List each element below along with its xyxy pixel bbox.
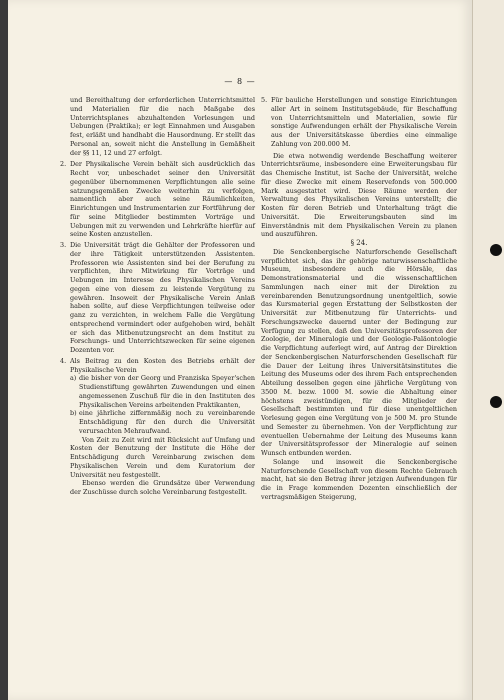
sub-item-text: eine jährliche ziffernmäßig noch zu vereinbarende Entschädigung für den durch die Universität verursachten Mehraufwand. <box>79 409 255 435</box>
section-heading: § 24. <box>350 239 368 247</box>
paragraph: Ebenso werden die Grundsätze über Verwendung der Zuschüsse durch solche Vereinbarung festgestellt. <box>70 479 255 496</box>
paragraph: Solange und insoweit die Senckenbergische Naturforschende Gesellschaft von diesem Rechte Gebrauch macht, hat sie den Betrag ihrer jetzigen Aufwendungen für die in Frage kommenden Dozenten einschließlich der vertragsmäßigen Steigerung, <box>261 457 457 501</box>
list-item-text: Für bauliche Herstellungen und sonstige Einrichtungen aller Art in seinem Institutsgebäude, für Beschaffung von Unterrichtsmitteln und Materialien, sowie für sonstige Aufwendungen erhält der Physikalische Verein aus der Universitätskasse überdies eine einmalige Zahlung von 200.000 M. <box>271 96 457 148</box>
page-number: — 8 — <box>224 77 256 86</box>
list-item-number: 4. <box>60 356 67 365</box>
punch-hole-icon <box>490 396 502 408</box>
punch-hole-icon <box>490 244 502 256</box>
list-item-text: Der Physikalische Verein behält sich ausdrücklich das Recht vor, unbeschadet seiner den Universität gegenüber übernommenen Verpflichtungen alle seine satzungsgemäßen Zwecke weiterhin zu verfolgen, namentlich aber auch seine Räumlichkeiten, Einrichtungen und Instrumentarien zur Fortführung der für seine Mitglieder bestimmten Vorträge und Uebungen mit zu verwenden und Lehrkräfte hierfür auf seine Kosten anzustellen. <box>70 160 255 239</box>
paragraph: Die Senckenbergische Naturforschende Gesellschaft verpflichtet sich, das ihr gehörige naturwissenschaftliche Museum, insbesondere auch die Hörsäle, das Demonstrationsmaterial und die wissenschaftlichen Sammlungen nach einer mit der Direktion zu vereinbarenden Benutzungsordnung unentgeltlich, sowie das Kursmaterial gegen Erstattung der Selbstkosten der Universität zur Mitbenutzung für Unterrichts- und Forschungszwecke dauernd unter der Bedingung zur Verfügung zu stellen, daß den Universitätsprofessoren der Zoologie, der Mineralogie und der Geologie-Paläontologie die Verpflichtung auferlegt wird, auf Antrag der Direktion der Senckenbergischen Naturforschenden Gesellschaft für die Dauer der Leitung ihres Universitätsinstitutes die Leitung des Museums oder des ihrem Fach entsprechenden Abteilung desselben gegen eine jährliche Vergütung von 3500 M. bezw. 1000 M. sowie die Abhaltung einer höchstens zweistündigen, für die Mitglieder der Gesellschaft bestimmten und für diese unentgeltlichen Vorlesung gegen eine Vergütung von je 500 M. pro Stunde und Semester zu übernehmen. Von der Verpflichtung zur eventuellen Uebernahme der Leitung des Museums kann der Universitätsprofessor der Mineralogie auf seinen Wunsch entbunden werden. <box>261 247 457 457</box>
sub-item-b <box>70 409 255 435</box>
paragraph: Die etwa notwendig werdende Beschaffung weiterer Unterrichtsräume, insbesondere eine Erweiterungsbau für das Chemische Institut, ist Sache der Universität, welche für diese Zwecke mit einem Reservefonds von 500.000 Mark ausgestattet wird. Diese Räume werden der Verwaltung des Physikalischen Vereins unterstellt; die Kosten für deren Betrieb und Unterhaltung trägt die Universität. Die Erweiterungsbauten sind im Einverständnis mit dem Physikalischen Verein zu planen und auszuführen. <box>261 151 457 239</box>
sub-item-text: die bisher von der Georg und Franziska Speyer'schen Studienstiftung gewährten Zuwendungen und einen angemessenen Zuschuß für die in den Instituten des Physikalischen Vereins arbeitenden Praktikanten, <box>79 374 255 409</box>
list-item-number: 3. <box>60 241 67 249</box>
right-column <box>261 96 457 502</box>
adjacent-page-edge <box>472 0 504 700</box>
paragraph: Von Zeit zu Zeit wird mit Rücksicht auf Umfang und Kosten der Benutzung der Institute die Höhe der Entschädigung durch Vereinbarung zwischen dem Physikalischen Verein und dem Kuratorium der Universität neu festgestellt. <box>70 435 255 479</box>
list-item-3 <box>60 241 255 355</box>
sub-item-label: b) <box>70 409 77 418</box>
list-item-4 <box>60 357 255 497</box>
list-item-5 <box>261 96 457 149</box>
document-page <box>8 0 472 700</box>
sub-item-label: a) <box>70 374 77 383</box>
list-item-text: Als Beitrag zu den Kosten des Betriebs erhält der Physikalische Verein <box>70 356 255 374</box>
list-item-number: 2. <box>60 160 67 169</box>
sub-item-a <box>70 374 255 409</box>
left-column <box>60 96 255 499</box>
left-intro-paragraph: und Bereithaltung der erforderlichen Unterrichtsmittel und Materialien für die nach Maßgabe des Unterrichtsplanes abzuhaltenden Vorlesungen und Uebungen (Praktika); er legt Einnahmen und Ausgaben fest, erläßt und handhabt die Hausordnung. Er stellt das Personal an, soweit nicht die Anstellung in Gemäßheit der §§ 11, 12 und 27 erfolgt. <box>70 96 255 157</box>
list-item-number: 5. <box>261 96 268 104</box>
list-item-2 <box>60 160 255 239</box>
list-item-text: Die Universität trägt die Gehälter der Professoren und der ihre Tätigkeit unterstützenden Assistenten. Professoren wie Assistenten sind bei der Berufung zu verpflichten, ihre Mitwirkung für Vorträge und Uebungen im Interesse des Physikalischen Vereins gegen eine von diesem zu leistende Vergütung zu gewähren. Insoweit der Physikalische Verein Anlaß haben sollte, auf diese Verpflichtungen teilweise oder ganz zu verzichten, in welchem Falle die Vergütung entsprechend vermindert oder aufgehoben wird, behält er sich das Mitbenutzungsrecht an dem Institut zu Forschungs- und Unterrichtszwecken für seine eigenen Dozenten vor. <box>70 241 255 354</box>
